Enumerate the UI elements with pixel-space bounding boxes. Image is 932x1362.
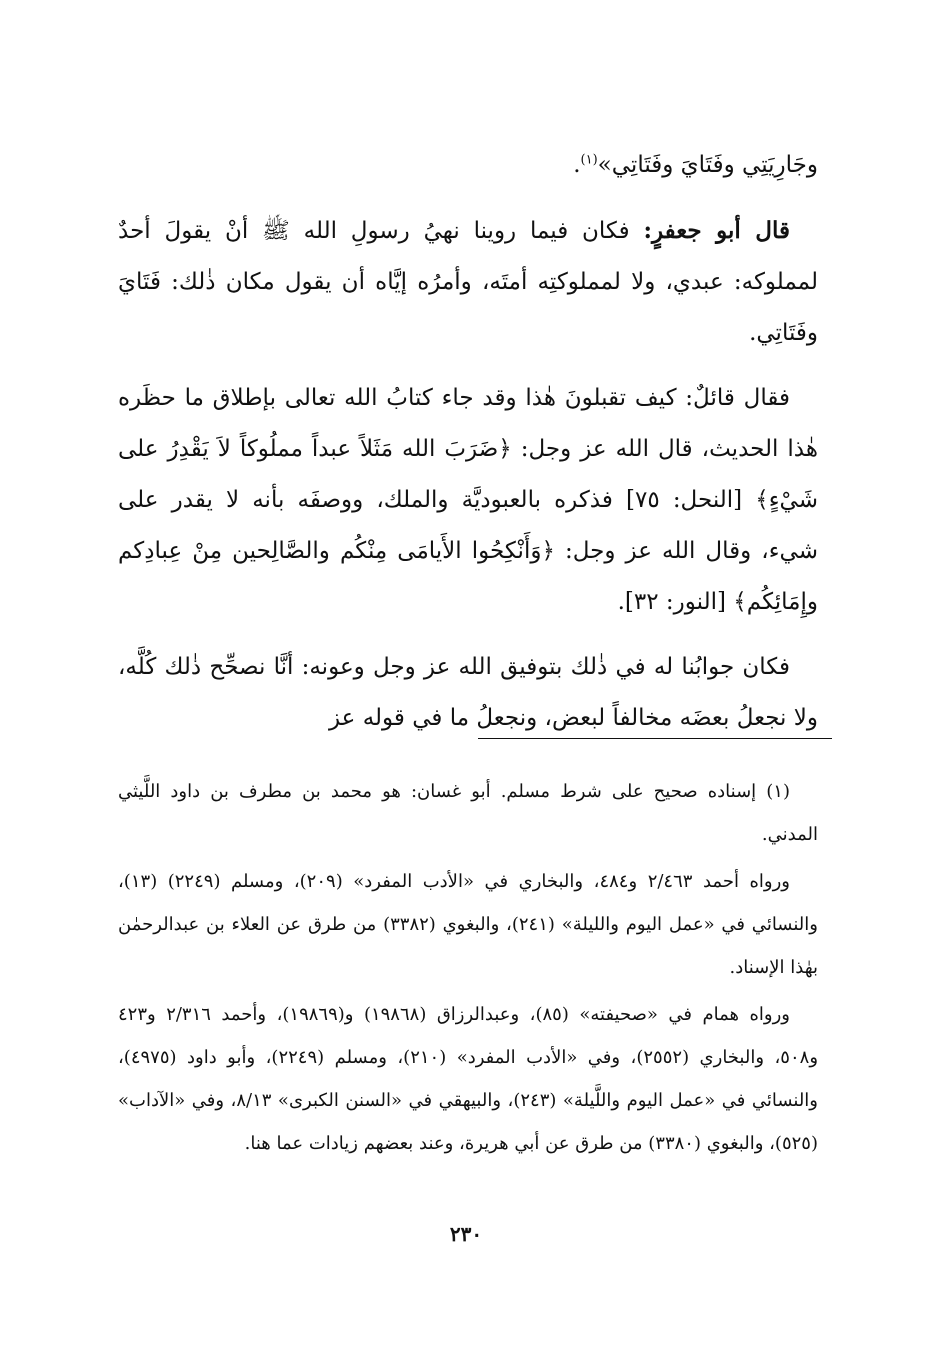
paragraph-2	[118, 205, 818, 359]
main-text	[118, 140, 818, 758]
paragraph-1-end: .	[573, 152, 581, 178]
paragraph-2-lead: قال أبو جعفرٍ:	[643, 217, 790, 244]
paragraph-3: فقال قائلٌ: كيف تقبلونَ هٰذا وقد جاء كتابُ الله تعالى بإطلاق ما حظَره هٰذا الحديث، قال الله عز وجل: ﴿ضَرَبَ الله مَثَلاً عبداً مملُوكاً لاَ يَقْدِرُ على شَيْءٍ﴾ [النحل: ٧٥] فذكره بالعبوديَّة والملك، ووصفَه بأنه لا يقدر على شيء، وقال الله عز وجل: ﴿وَأَنْكِحُوا الأَيامَى مِنْكُم والصَّالِحين مِنْ عِبادِكم وإِمَائِكُم﴾ [النور: ٣٢].	[118, 385, 818, 615]
footnote-1: (١) إسناده صحيح على شرط مسلم. أبو غسان: هو محمد بن مطرف بن داود اللَّيثي المدني.	[118, 781, 818, 845]
footnote-marker: (١)	[580, 152, 598, 168]
footnote-separator	[478, 738, 832, 739]
paragraph-1-text: وجَارِيَتِي وفَتَايَ وفَتَاتِي»	[597, 152, 818, 178]
footnote-2: ورواه أحمد ٢/٤٦٣ و٤٨٤، والبخاري في «الأدب المفرد» (٢٠٩)، ومسلم (٢٢٤٩) (١٣)، والنسائي في «عمل اليوم والليلة» (٢٤١)، والبغوي (٣٣٨٢) من طرق عن العلاء بن عبدالرحمٰن بهٰذا الإسناد.	[118, 871, 818, 978]
paragraph-1	[118, 140, 818, 191]
footnotes	[118, 770, 818, 1169]
footnote-3: ورواه همام في «صحيفته» (٨٥)، وعبدالرزاق (١٩٨٦٨) و(١٩٨٦٩)، وأحمد ٢/٣١٦ و٤٢٣ و٥٠٨، والبخاري (٢٥٥٢)، وفي «الأدب المفرد» (٢١٠)، ومسلم (٢٢٤٩)، وأبو داود (٤٩٧٥)، والنسائي في «عمل اليوم واللَّيلة» (٢٤٣)، والبيهقي في «السنن الكبرى» ٨/١٣، وفي «الآداب» (٥٢٥)، والبغوي (٣٣٨٠) من طرق عن أبي هريرة، وعند بعضهم زيادات عما هنا.	[118, 1004, 819, 1154]
page-number: ٢٣٠	[449, 1222, 483, 1246]
paragraph-4: فكان جوابُنا له في ذٰلك بتوفيق الله عز وجل وعونه: أنَّا نصحِّح ذٰلك كُلَّه، ولا نجعلُ بعضَه مخالفاً لبعض، ونجعلُ ما في قوله عز	[118, 654, 818, 731]
paragraph-2-text: فكان فيما روينا نهيُ رسولِ الله ﷺ أنْ يقولَ أحدٌ لمملوكه: عبدي، ولا لمملوكتِه أمتَه، وأمرُه إيَّاه أن يقول مكان ذٰلك: فَتَايَ وفَتَاتِي.	[118, 218, 818, 346]
